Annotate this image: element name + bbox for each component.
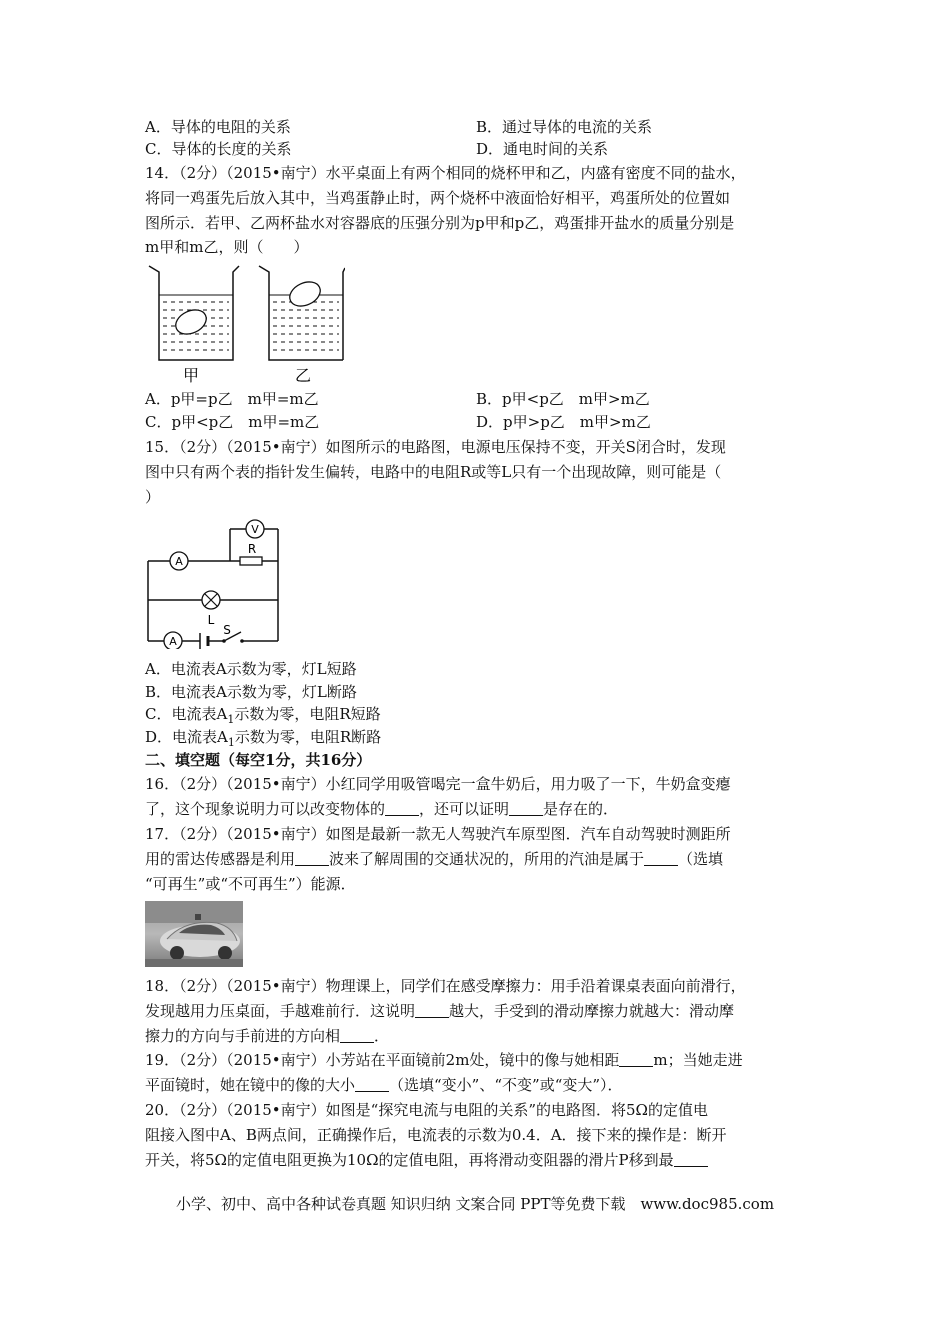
beaker-left	[149, 266, 239, 360]
answer-blank	[385, 801, 419, 816]
answer-blank	[340, 1028, 374, 1043]
answer-blank	[619, 1052, 653, 1067]
resistor-label: R	[247, 542, 257, 556]
ammeter-bottom-label: A	[169, 635, 177, 648]
q13-option-a: A．导体的电阻的关系	[145, 118, 291, 136]
q16-line-2: 了，这个现象说明力可以改变物体的 ，还可以证明 是存在的．	[145, 800, 619, 818]
q17-line-1: 17．（2分）（2015•南宁）如图是最新一款无人驾驶汽车原型图．汽车自动驾驶时测距所	[145, 825, 731, 843]
q14-option-a: A．p甲=p乙 m甲=m乙	[145, 390, 319, 408]
answer-blank	[355, 1077, 389, 1092]
ammeter-top-label: A	[175, 555, 183, 568]
q16-line-1: 16．（2分）（2015•南宁）小红同学用吸管喝完一盒牛奶后，用力吸了一下，牛奶盒变瘪	[145, 775, 731, 793]
beaker-right	[259, 266, 345, 360]
beaker-left-label: 甲	[183, 366, 200, 385]
q15-line-3: ）	[145, 488, 161, 506]
q15-option-d: D．电流表$A_1$示数为零，电阻R断路	[145, 728, 382, 749]
page-footer: 小学、初中、高中各种试卷真题 知识归纳 文案合同 PPT等免费下载 www.doc985.com	[175, 1195, 775, 1213]
q14-line-4: m甲和m乙，则（ ）	[145, 238, 309, 256]
circuit-diagram	[144, 517, 284, 649]
resistor-symbol	[240, 557, 262, 565]
q20-line-1: 20．（2分）（2015•南宁）如图是“探究电流与电阻的关系”的电路图．将5Ω的定值电	[145, 1101, 708, 1119]
beakers-figure	[145, 262, 345, 386]
q20-line-2: 阻接入图中A、B两点间，正确操作后，电流表的示数为0.4．A．接下来的操作是：断开	[145, 1126, 727, 1144]
q14-option-b: B．p甲<p乙 m甲>m乙	[476, 390, 650, 408]
answer-blank	[295, 851, 329, 866]
battery-symbol	[200, 633, 208, 649]
q13-option-b: B．通过导体的电流的关系	[476, 118, 653, 136]
q18-line-3: 擦力的方向与手前进的方向相 ．	[145, 1027, 390, 1045]
switch-label: S	[223, 623, 231, 637]
answer-blank	[415, 1003, 449, 1018]
q18-line-1: 18．（2分）（2015•南宁）物理课上，同学们在感受摩擦力：用手沿着课桌表面向前滑行，	[145, 977, 746, 995]
q17-line-3: “可再生”或“不可再生”）能源．	[145, 875, 356, 893]
lamp-symbol	[202, 591, 220, 609]
q15-option-a: A．电流表A示数为零，灯L短路	[145, 660, 357, 678]
q18-line-2: 发现越用力压桌面，手越难前行．这说明 越大，手受到的滑动摩擦力就越大：滑动摩	[145, 1002, 735, 1020]
q15-line-1: 15．（2分）（2015•南宁）如图所示的电路图，电源电压保持不变，开关S闭合时，发现	[145, 438, 726, 456]
q19-line-1: 19．（2分）（2015•南宁）小芳站在平面镜前2m处，镜中的像与她相距 m；当她走进	[145, 1051, 743, 1069]
q13-option-d: D．通电时间的关系	[476, 140, 609, 158]
q13-option-c: C．导体的长度的关系	[145, 140, 292, 158]
answer-blank	[509, 801, 543, 816]
q14-option-d: D．p甲>p乙 m甲>m乙	[476, 413, 651, 431]
q19-line-2: 平面镜时，她在镜中的像的大小 （选填“变小”、“不变”或“变大”）．	[145, 1076, 623, 1094]
q17-line-2: 用的雷达传感器是利用 波来了解周围的交通状况的，所用的汽油是属于 （选填	[145, 850, 724, 868]
beaker-right-label: 乙	[295, 366, 312, 385]
q14-line-1: 14．（2分）（2015•南宁）水平桌面上有两个相同的烧杯甲和乙，内盛有密度不同的盐水，	[145, 164, 746, 182]
q14-option-c: C．p甲<p乙 m甲=m乙	[145, 413, 320, 431]
section-2-title: 二、填空题（每空1分，共16分）	[145, 751, 372, 769]
voltmeter-label: V	[251, 523, 259, 536]
answer-blank	[644, 851, 678, 866]
q15-option-b: B．电流表A示数为零，灯L断路	[145, 683, 357, 701]
q14-line-3: 图所示．若甲、乙两杯盐水对容器底的压强分别为p甲和p乙，鸡蛋排开盐水的质量分别是	[145, 214, 735, 232]
answer-blank	[674, 1152, 708, 1167]
q15-option-c: C．电流表$A_1$示数为零，电阻R短路	[145, 705, 381, 726]
q14-line-2: 将同一鸡蛋先后放入其中，当鸡蛋静止时，两个烧杯中液面恰好相平，鸡蛋所处的位置如	[145, 189, 731, 207]
driverless-car-photo	[145, 901, 243, 967]
lamp-label: L	[207, 613, 215, 627]
q15-line-2: 图中只有两个表的指针发生偏转，电路中的电阻R或等L只有一个出现故障，则可能是（	[145, 463, 722, 481]
q20-line-3: 开关，将5Ω的定值电阻更换为10Ω的定值电阻，再将滑动变阻器的滑片P移到最	[145, 1150, 708, 1170]
